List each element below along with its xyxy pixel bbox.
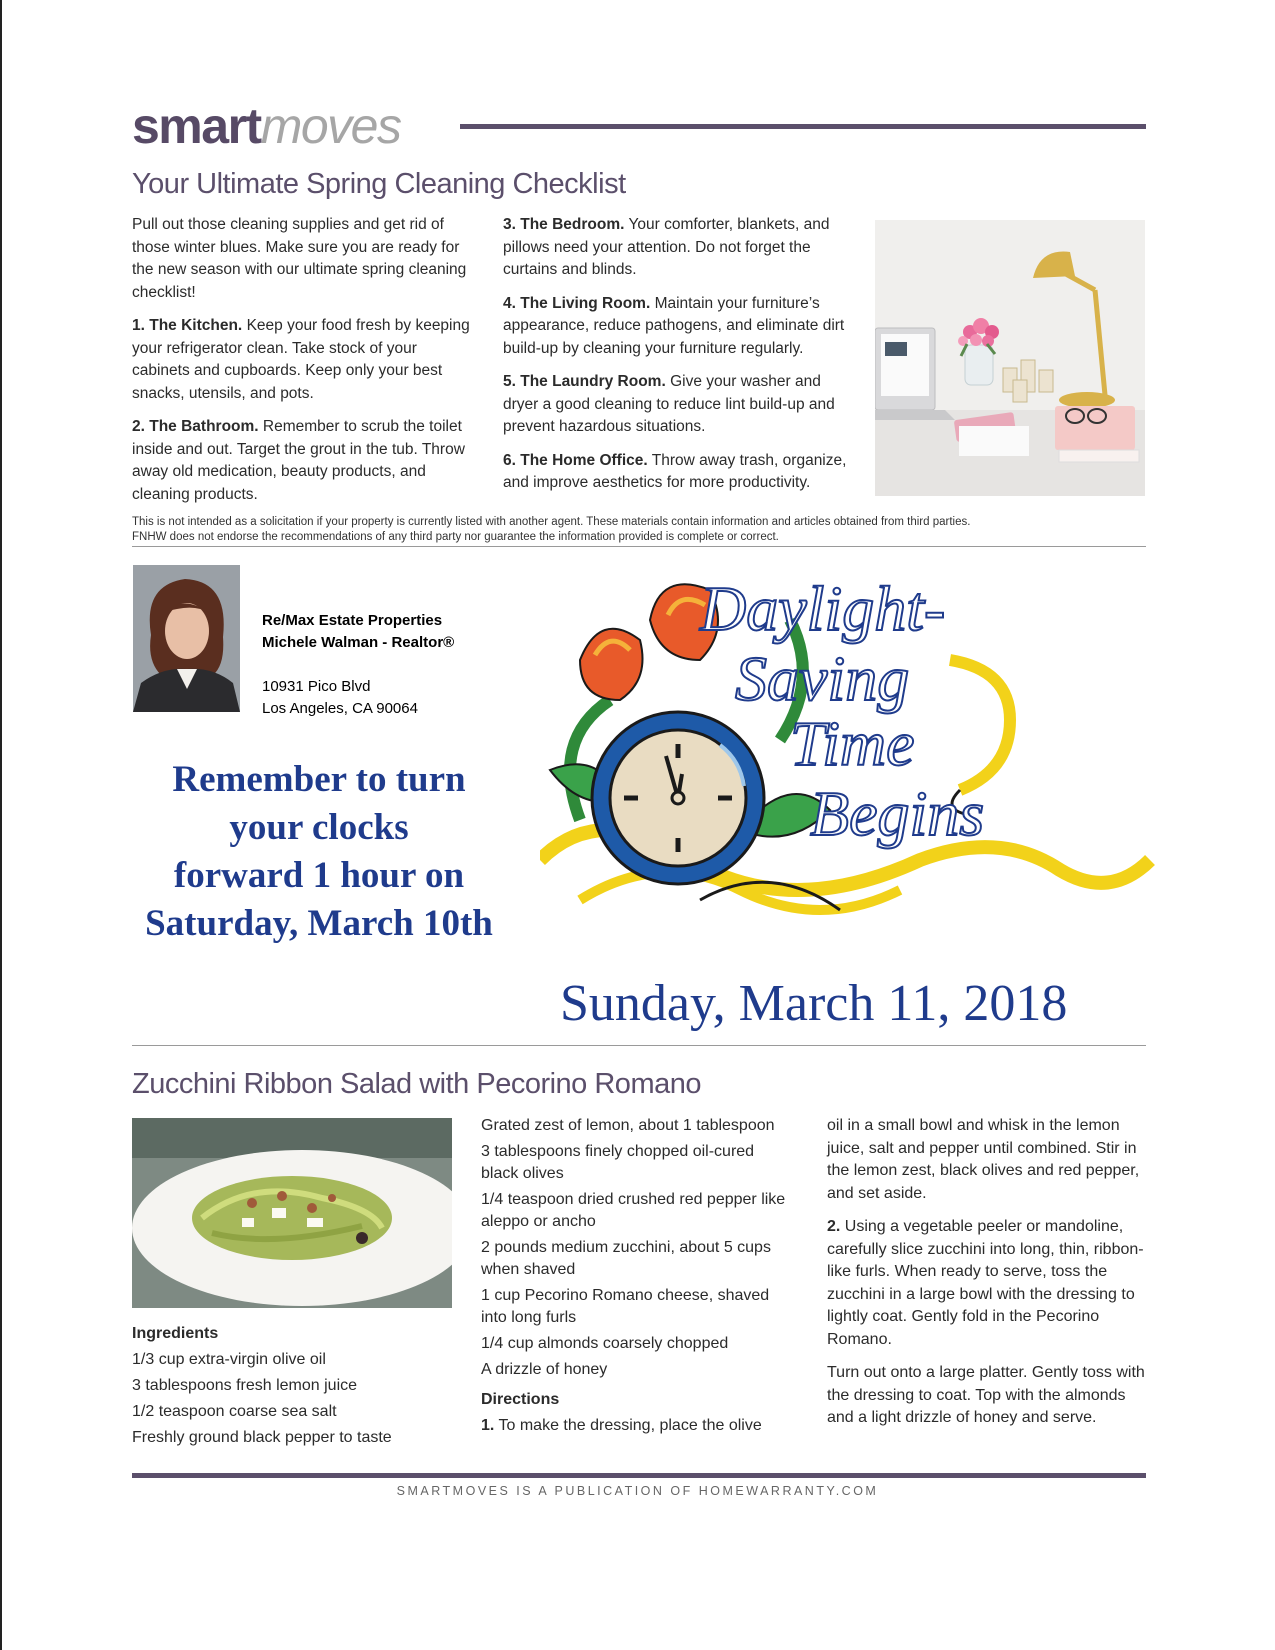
dst-art-word-2: Saving xyxy=(735,643,910,714)
footer-text: SMARTMOVES IS A PUBLICATION OF HOMEWARRANTY.COM xyxy=(396,1484,879,1498)
direction-step-continued: oil in a small bowl and whisk in the lemon juice, salt and pepper until combined. Stir in the lemon zest, black olives and red pepper, and set aside. xyxy=(827,1117,1140,1202)
directions-heading: Directions xyxy=(481,1391,560,1408)
agent-company: Re/Max Estate Properties xyxy=(262,612,443,629)
recipe-title: Zucchini Ribbon Salad with Pecorino Romano xyxy=(132,1068,701,1100)
clock-reminder: Remember to turn your clocks forward 1 hour on Saturday, March 10th xyxy=(145,759,493,944)
section-divider xyxy=(132,546,1146,547)
cleaning-column-2 xyxy=(503,214,851,506)
direction-step: Turn out onto a large platter. Gently toss with the dressing to coat. Top with the almonds and a light drizzle of honey and serve. xyxy=(827,1364,1145,1426)
dst-date: Sunday, March 11, 2018 xyxy=(560,975,1068,1032)
ingredient-item: Freshly ground black pepper to taste xyxy=(132,1429,392,1446)
direction-step: 1. To make the dressing, place the olive xyxy=(481,1417,762,1434)
cleaning-title: Your Ultimate Spring Cleaning Checklist xyxy=(132,168,626,200)
ingredient-item: 1/3 cup extra-virgin olive oil xyxy=(132,1351,326,1368)
ingredient-item: 1/2 teaspoon coarse sea salt xyxy=(132,1403,337,1420)
cleaning-item: 2. The Bathroom. Remember to scrub the toilet inside and out. Target the grout in the tub. Throw away old medication, beauty products, and cleaning products. xyxy=(132,418,465,503)
header-rule xyxy=(460,124,1146,129)
ingredient-item: A drizzle of honey xyxy=(481,1361,608,1378)
cleaning-item: 3. The Bedroom. Your comforter, blankets, and pillows need your attention. Do not forget the curtains and blinds. xyxy=(503,216,830,278)
cleaning-intro: Pull out those cleaning supplies and get rid of those winter blues. Make sure you are ready for the new season with our ultimate spring cleaning checklist! xyxy=(132,216,467,301)
agent-address-line2: Los Angeles, CA 90064 xyxy=(262,700,418,717)
cleaning-item: 4. The Living Room. Maintain your furniture’s appearance, reduce pathogens, and eliminate dirt build-up by cleaning your furniture regularly. xyxy=(503,294,845,357)
dst-art-word-3: Time xyxy=(790,708,915,779)
ingredients-column-2 xyxy=(481,1115,793,1441)
dst-art-word-1: Daylight- xyxy=(700,573,946,644)
cleaning-item: 6. The Home Office. Throw away trash, organize, and improve aesthetics for more productivity. xyxy=(503,451,847,491)
ingredient-item: 3 tablespoons fresh lemon juice xyxy=(132,1377,358,1394)
agent-address-line1: 10931 Pico Blvd xyxy=(262,678,371,695)
footer-rule xyxy=(132,1473,1146,1478)
ingredients-heading: Ingredients xyxy=(132,1325,219,1342)
page-border xyxy=(0,0,2,1650)
ingredient-item: 1/4 teaspoon dried crushed red pepper like aleppo or ancho xyxy=(481,1191,786,1230)
agent-photo xyxy=(133,565,240,712)
ingredient-item: 2 pounds medium zucchini, about 5 cups when shaved xyxy=(481,1239,771,1278)
smartmoves-logo: smartmoves xyxy=(132,98,401,154)
direction-step: 2. Using a vegetable peeler or mandoline, carefully slice zucchini into long, thin, ribbon-like furls. When ready to serve, toss the zucchini in a large bowl with the dressing to lightly coat. Gently fold in the Pecorino Romano. xyxy=(827,1218,1144,1348)
cleaning-column-1 xyxy=(132,214,477,517)
ingredient-item: 1 cup Pecorino Romano cheese, shaved into long furls xyxy=(481,1287,770,1326)
cleaning-item: 1. The Kitchen. Keep your food fresh by keeping your refrigerator clean. Take stock of your cabinets and cupboards. Keep only your best snacks, utensils, and pots. xyxy=(132,317,470,402)
daylight-saving-artwork xyxy=(540,560,1160,970)
dst-art-word-4: Begins xyxy=(810,778,985,849)
ingredient-item: 1/4 cup almonds coarsely chopped xyxy=(481,1335,729,1352)
section-divider xyxy=(132,1045,1146,1046)
salad-photo xyxy=(132,1118,452,1308)
ingredient-item: Grated zest of lemon, about 1 tablespoon xyxy=(481,1117,775,1134)
ingredients-column-1 xyxy=(132,1323,452,1453)
disclaimer: This is not intended as a solicitation if your property is currently listed with another agent. These materials contain information and articles obtained from third parties. FNHW does not endorse the recommendations of any third party nor guarantee the information provided is complete or correct. xyxy=(132,516,971,543)
agent-name: Michele Walman - Realtor® xyxy=(262,634,455,651)
cleaning-item: 5. The Laundry Room. Give your washer and dryer a good cleaning to reduce lint build-up and prevent hazardous situations. xyxy=(503,373,835,435)
directions-column xyxy=(827,1115,1147,1441)
ingredient-item: 3 tablespoons finely chopped oil-cured black olives xyxy=(481,1143,755,1182)
desk-photo xyxy=(875,220,1145,496)
